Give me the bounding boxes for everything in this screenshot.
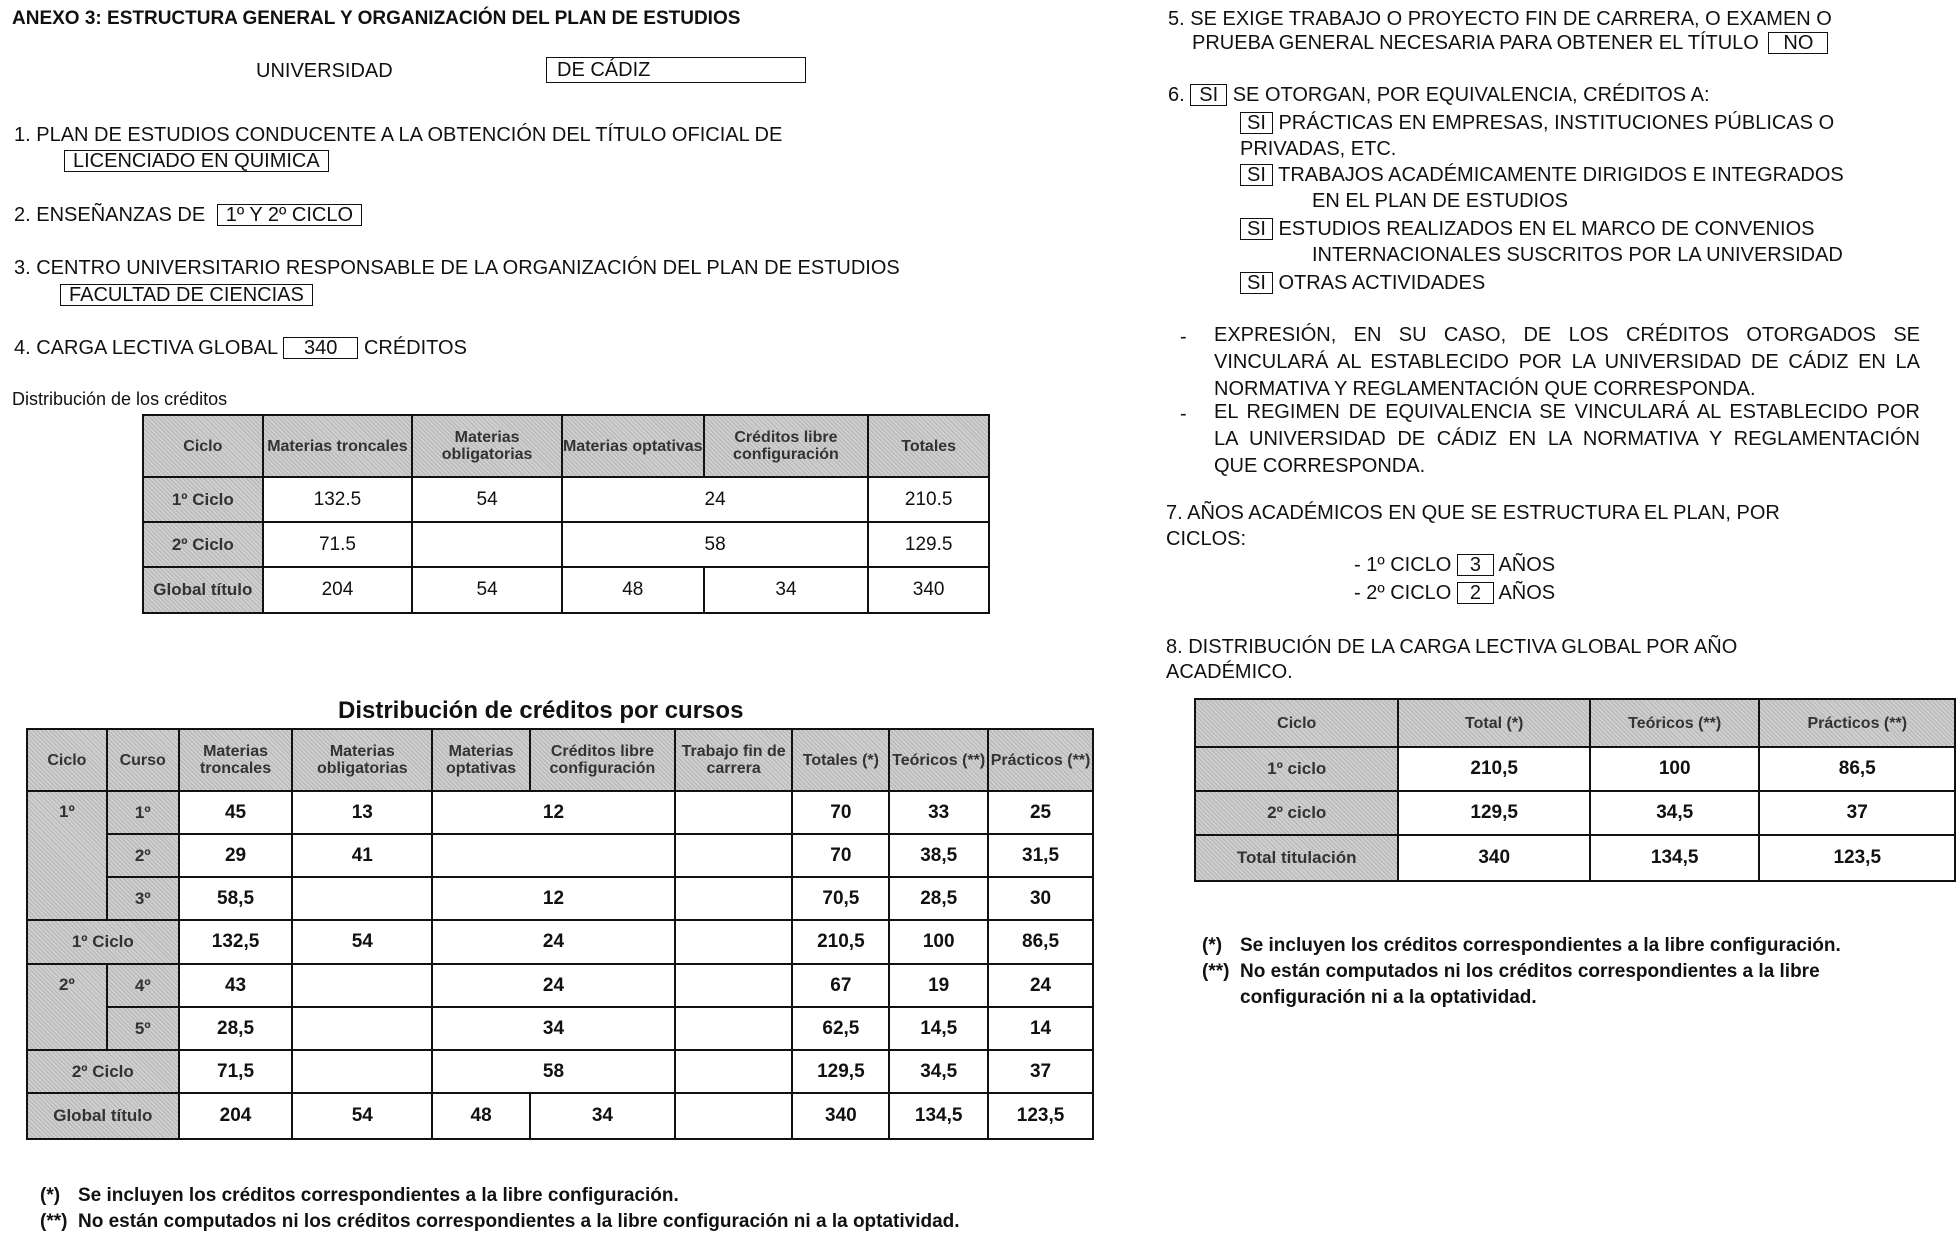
cell [412, 522, 562, 567]
table2-header: Materias optativas [432, 729, 530, 791]
credits-distribution-table [142, 414, 990, 614]
table1-header: Materias optativas [562, 415, 704, 477]
curso-cell: 2º [107, 834, 179, 877]
cell: 132,5 [179, 920, 293, 964]
cell [292, 1007, 432, 1050]
cell: 123,5 [1759, 835, 1955, 881]
section-6-item-c [1240, 218, 1815, 240]
ciclo-years-value: 3 [1457, 554, 1494, 576]
bullet-dash: - [1180, 403, 1187, 425]
cell: 34 [704, 567, 869, 613]
cell: 37 [1759, 791, 1955, 835]
section-5-row [1192, 32, 1828, 54]
section-8-line1: 8. DISTRIBUCIÓN DE LA CARGA LECTIVA GLOBAL POR AÑO [1166, 636, 1738, 658]
section-6-item-d [1240, 272, 1485, 294]
cell: 340 [792, 1093, 889, 1139]
cell: 86,5 [988, 920, 1093, 964]
ciclo-cell: 2º [27, 964, 107, 1050]
table-row [143, 567, 989, 613]
universidad-field [546, 57, 806, 83]
cell: 129,5 [1398, 791, 1589, 835]
cell [675, 920, 793, 964]
footnote-mark: (**) [40, 1211, 68, 1232]
table-row [27, 920, 1093, 964]
cell: 24 [432, 920, 675, 964]
credits-by-course-table [26, 728, 1094, 1140]
section-6-number: 6. [1168, 84, 1185, 106]
table2-header: Teóricos (**) [889, 729, 988, 791]
table-row [1195, 791, 1955, 835]
table2-header: Totales (*) [792, 729, 889, 791]
item-text: ESTUDIOS REALIZADOS EN EL MARCO DE CONVENIOS [1278, 218, 1815, 240]
footnote-text: Se incluyen los créditos correspondientes a la libre configuración. [1240, 935, 1841, 956]
row-label: Global título [143, 567, 263, 613]
cell: 62,5 [792, 1007, 889, 1050]
cell: 33 [889, 791, 988, 834]
table-row [27, 1050, 1093, 1093]
footnote-2-cont: configuración ni a la optatividad. [1240, 987, 1537, 1008]
cell: 86,5 [1759, 747, 1955, 791]
ciclo-cell: 1º [27, 791, 107, 920]
table-row [27, 834, 1093, 877]
cell: 30 [988, 877, 1093, 920]
table2-header: Materias obligatorias [292, 729, 432, 791]
footnote-mark: (**) [1202, 961, 1230, 982]
section-3-value: FACULTAD DE CIENCIAS [60, 284, 313, 306]
cell: 70 [792, 791, 889, 834]
cell: 210,5 [1398, 747, 1589, 791]
cell: 54 [292, 1093, 432, 1139]
table1-caption: Distribución de los créditos [12, 389, 228, 409]
footnote-text: No están computados ni los créditos correspondientes a la libre [1240, 961, 1820, 982]
cell: 14,5 [889, 1007, 988, 1050]
cell: 70,5 [792, 877, 889, 920]
table-row [27, 791, 1093, 834]
cell: 340 [868, 567, 989, 613]
cell: 38,5 [889, 834, 988, 877]
cell: 54 [412, 477, 562, 522]
footnote-2 [40, 1209, 960, 1235]
cell: 71,5 [179, 1050, 293, 1093]
row-label: Global título [27, 1093, 179, 1139]
universidad-value: DE CÁDIZ [557, 59, 651, 81]
cell: 28,5 [889, 877, 988, 920]
table3-header: Prácticos (**) [1759, 699, 1955, 747]
cell [292, 1050, 432, 1093]
cell: 100 [1590, 747, 1760, 791]
curso-cell: 4º [107, 964, 179, 1007]
section-6-item-b [1240, 164, 1844, 186]
table2-header: Ciclo [27, 729, 107, 791]
section-7-line2: CICLOS: [1166, 528, 1247, 550]
cell: 210.5 [868, 477, 989, 522]
section-3-field [60, 284, 313, 306]
row-label: 1º Ciclo [143, 477, 263, 522]
table3-header: Total (*) [1398, 699, 1589, 747]
cell: 45 [179, 791, 293, 834]
cell: 12 [432, 791, 675, 834]
cell: 54 [292, 920, 432, 964]
ciclo-label: - 1º CICLO [1354, 554, 1452, 576]
cell: 34 [432, 1007, 675, 1050]
cell: 12 [432, 877, 675, 920]
footnote-2 [1202, 959, 1820, 985]
cell: 25 [988, 791, 1093, 834]
section-6-item-c-cont: INTERNACIONALES SUSCRITOS POR LA UNIVERSIDAD [1312, 244, 1843, 266]
cell: 34,5 [1590, 791, 1760, 835]
cell [675, 1007, 793, 1050]
si-box: SI [1240, 164, 1273, 186]
table2-title: Distribución de créditos por cursos [338, 697, 744, 724]
section-7-line1: 7. AÑOS ACADÉMICOS EN QUE SE ESTRUCTURA EL PLAN, POR [1166, 502, 1780, 524]
section-6-item-a [1240, 112, 1834, 134]
cell: 58 [432, 1050, 675, 1093]
table2-header: Prácticos (**) [988, 729, 1093, 791]
table1-header: Totales [868, 415, 989, 477]
footnote-text: No están computados ni los créditos correspondientes a la libre configuración ni a la optatividad. [78, 1211, 960, 1232]
cell: 31,5 [988, 834, 1093, 877]
section-1-label: 1. PLAN DE ESTUDIOS CONDUCENTE A LA OBTENCIÓN DEL TÍTULO OFICIAL DE [14, 124, 783, 146]
section-2-value: 1º Y 2º CICLO [217, 204, 362, 226]
cell: 210,5 [792, 920, 889, 964]
si-box: SI [1190, 84, 1227, 106]
cell: 340 [1398, 835, 1589, 881]
universidad-label: UNIVERSIDAD [256, 60, 393, 82]
cell: 34,5 [889, 1050, 988, 1093]
section-6-item-a-cont: PRIVADAS, ETC. [1240, 138, 1397, 160]
cell: 41 [292, 834, 432, 877]
cell: 134,5 [889, 1093, 988, 1139]
cell: 28,5 [179, 1007, 293, 1050]
section-7-ciclo-1 [1354, 554, 1555, 576]
section-4-value: 340 [283, 337, 358, 359]
row-label: 2º Ciclo [27, 1050, 179, 1093]
footnote-mark: (*) [40, 1185, 61, 1206]
cell [675, 791, 793, 834]
cell: 14 [988, 1007, 1093, 1050]
cell: 19 [889, 964, 988, 1007]
table2-header: Materias troncales [179, 729, 293, 791]
table-row [143, 522, 989, 567]
cell: 37 [988, 1050, 1093, 1093]
cell: 71.5 [263, 522, 413, 567]
table-row [27, 877, 1093, 920]
cell: 48 [562, 567, 704, 613]
cell: 48 [432, 1093, 530, 1139]
bullet-1-text: EXPRESIÓN, EN SU CASO, DE LOS CRÉDITOS OTORGADOS SE VINCULARÁ AL ESTABLECIDO POR LA UNIVERSIDAD DE CÁDIZ EN LA NORMATIVA Y REGLAMENTACIÓN QUE CORRESPONDA. [1214, 324, 1920, 400]
cell [675, 834, 793, 877]
row-label: 1º Ciclo [27, 920, 179, 964]
row-label: 1º ciclo [1195, 747, 1398, 791]
cell: 134,5 [1590, 835, 1760, 881]
cell [432, 834, 675, 877]
cell [292, 877, 432, 920]
section-7-ciclo-2 [1354, 582, 1555, 604]
si-box: SI [1240, 272, 1273, 294]
cell: 24 [432, 964, 675, 1007]
table2-header: Créditos libre configuración [530, 729, 675, 791]
cell: 123,5 [988, 1093, 1093, 1139]
cell [675, 1093, 793, 1139]
cell [675, 1050, 793, 1093]
footnote-1 [40, 1183, 679, 1209]
ciclo-label: - 2º CICLO [1354, 582, 1452, 604]
section-5-line1: 5. SE EXIGE TRABAJO O PROYECTO FIN DE CARRERA, O EXAMEN O [1168, 8, 1832, 30]
section-4-unit: CRÉDITOS [363, 337, 467, 359]
section-1-field [64, 150, 329, 172]
item-text: PRÁCTICAS EN EMPRESAS, INSTITUCIONES PÚBLICAS O [1278, 112, 1835, 134]
table-row [1195, 747, 1955, 791]
section-5-value: NO [1768, 32, 1828, 54]
cell: 100 [889, 920, 988, 964]
section-2-label: 2. ENSEÑANZAS DE [14, 204, 206, 226]
section-6-row [1168, 84, 1710, 106]
cell: 24 [988, 964, 1093, 1007]
cell: 204 [179, 1093, 293, 1139]
table1-header: Créditos libre configuración [704, 415, 869, 477]
cell [292, 964, 432, 1007]
section-4-row [14, 337, 467, 359]
section-6-item-b-cont: EN EL PLAN DE ESTUDIOS [1312, 190, 1568, 212]
cell: 58,5 [179, 877, 293, 920]
table1-header: Ciclo [143, 415, 263, 477]
table2-header: Curso [107, 729, 179, 791]
row-label: Total titulación [1195, 835, 1398, 881]
cell: 129,5 [792, 1050, 889, 1093]
table2-header: Trabajo fin de carrera [675, 729, 793, 791]
item-text: TRABAJOS ACADÉMICAMENTE DIRIGIDOS E INTEGRADOS [1278, 164, 1844, 186]
curso-cell: 3º [107, 877, 179, 920]
section-2-row [14, 204, 362, 226]
table-row [27, 1093, 1093, 1139]
section-1-value: LICENCIADO EN QUIMICA [64, 150, 329, 172]
bullet-dash: - [1180, 326, 1187, 348]
section-8-line2: ACADÉMICO. [1166, 661, 1293, 683]
ciclo-years-value: 2 [1457, 582, 1494, 604]
footnote-1 [1202, 933, 1841, 959]
years-unit: AÑOS [1498, 582, 1556, 604]
cell [675, 877, 793, 920]
annual-load-table [1194, 698, 1956, 882]
cell: 13 [292, 791, 432, 834]
footnote-text: Se incluyen los créditos correspondientes a la libre configuración. [78, 1185, 679, 1206]
cell: 58 [562, 522, 868, 567]
table3-header: Teóricos (**) [1590, 699, 1760, 747]
footnote-mark: (*) [1202, 935, 1223, 956]
curso-cell: 1º [107, 791, 179, 834]
cell: 67 [792, 964, 889, 1007]
cell [675, 964, 793, 1007]
cell: 24 [562, 477, 868, 522]
table-row [27, 1007, 1093, 1050]
table-row [27, 964, 1093, 1007]
table1-header: Materias obligatorias [412, 415, 562, 477]
table3-header: Ciclo [1195, 699, 1398, 747]
si-box: SI [1240, 218, 1273, 240]
cell: 54 [412, 567, 562, 613]
cell: 70 [792, 834, 889, 877]
section-5-label: PRUEBA GENERAL NECESARIA PARA OBTENER EL TÍTULO [1192, 32, 1759, 54]
row-label: 2º Ciclo [143, 522, 263, 567]
section-6-label: SE OTORGAN, POR EQUIVALENCIA, CRÉDITOS A: [1232, 84, 1710, 106]
table1-header: Materias troncales [263, 415, 413, 477]
cell: 129.5 [868, 522, 989, 567]
section-4-label: 4. CARGA LECTIVA GLOBAL [14, 337, 278, 359]
years-unit: AÑOS [1498, 554, 1556, 576]
page-title: ANEXO 3: ESTRUCTURA GENERAL Y ORGANIZACIÓN DEL PLAN DE ESTUDIOS [12, 8, 741, 29]
cell: 43 [179, 964, 293, 1007]
item-text: OTRAS ACTIVIDADES [1278, 272, 1486, 294]
section-3-label: 3. CENTRO UNIVERSITARIO RESPONSABLE DE LA ORGANIZACIÓN DEL PLAN DE ESTUDIOS [14, 257, 900, 279]
curso-cell: 5º [107, 1007, 179, 1050]
cell: 132.5 [263, 477, 413, 522]
bullet-2-text: EL REGIMEN DE EQUIVALENCIA SE VINCULARÁ AL ESTABLECIDO POR LA UNIVERSIDAD DE CÁDIZ EN LA NORMATIVA Y REGLAMENTACIÓN QUE CORRESPONDA. [1214, 401, 1920, 477]
cell: 34 [530, 1093, 675, 1139]
table-row [1195, 835, 1955, 881]
si-box: SI [1240, 112, 1273, 134]
cell: 204 [263, 567, 413, 613]
row-label: 2º ciclo [1195, 791, 1398, 835]
cell: 29 [179, 834, 293, 877]
table-row [143, 477, 989, 522]
